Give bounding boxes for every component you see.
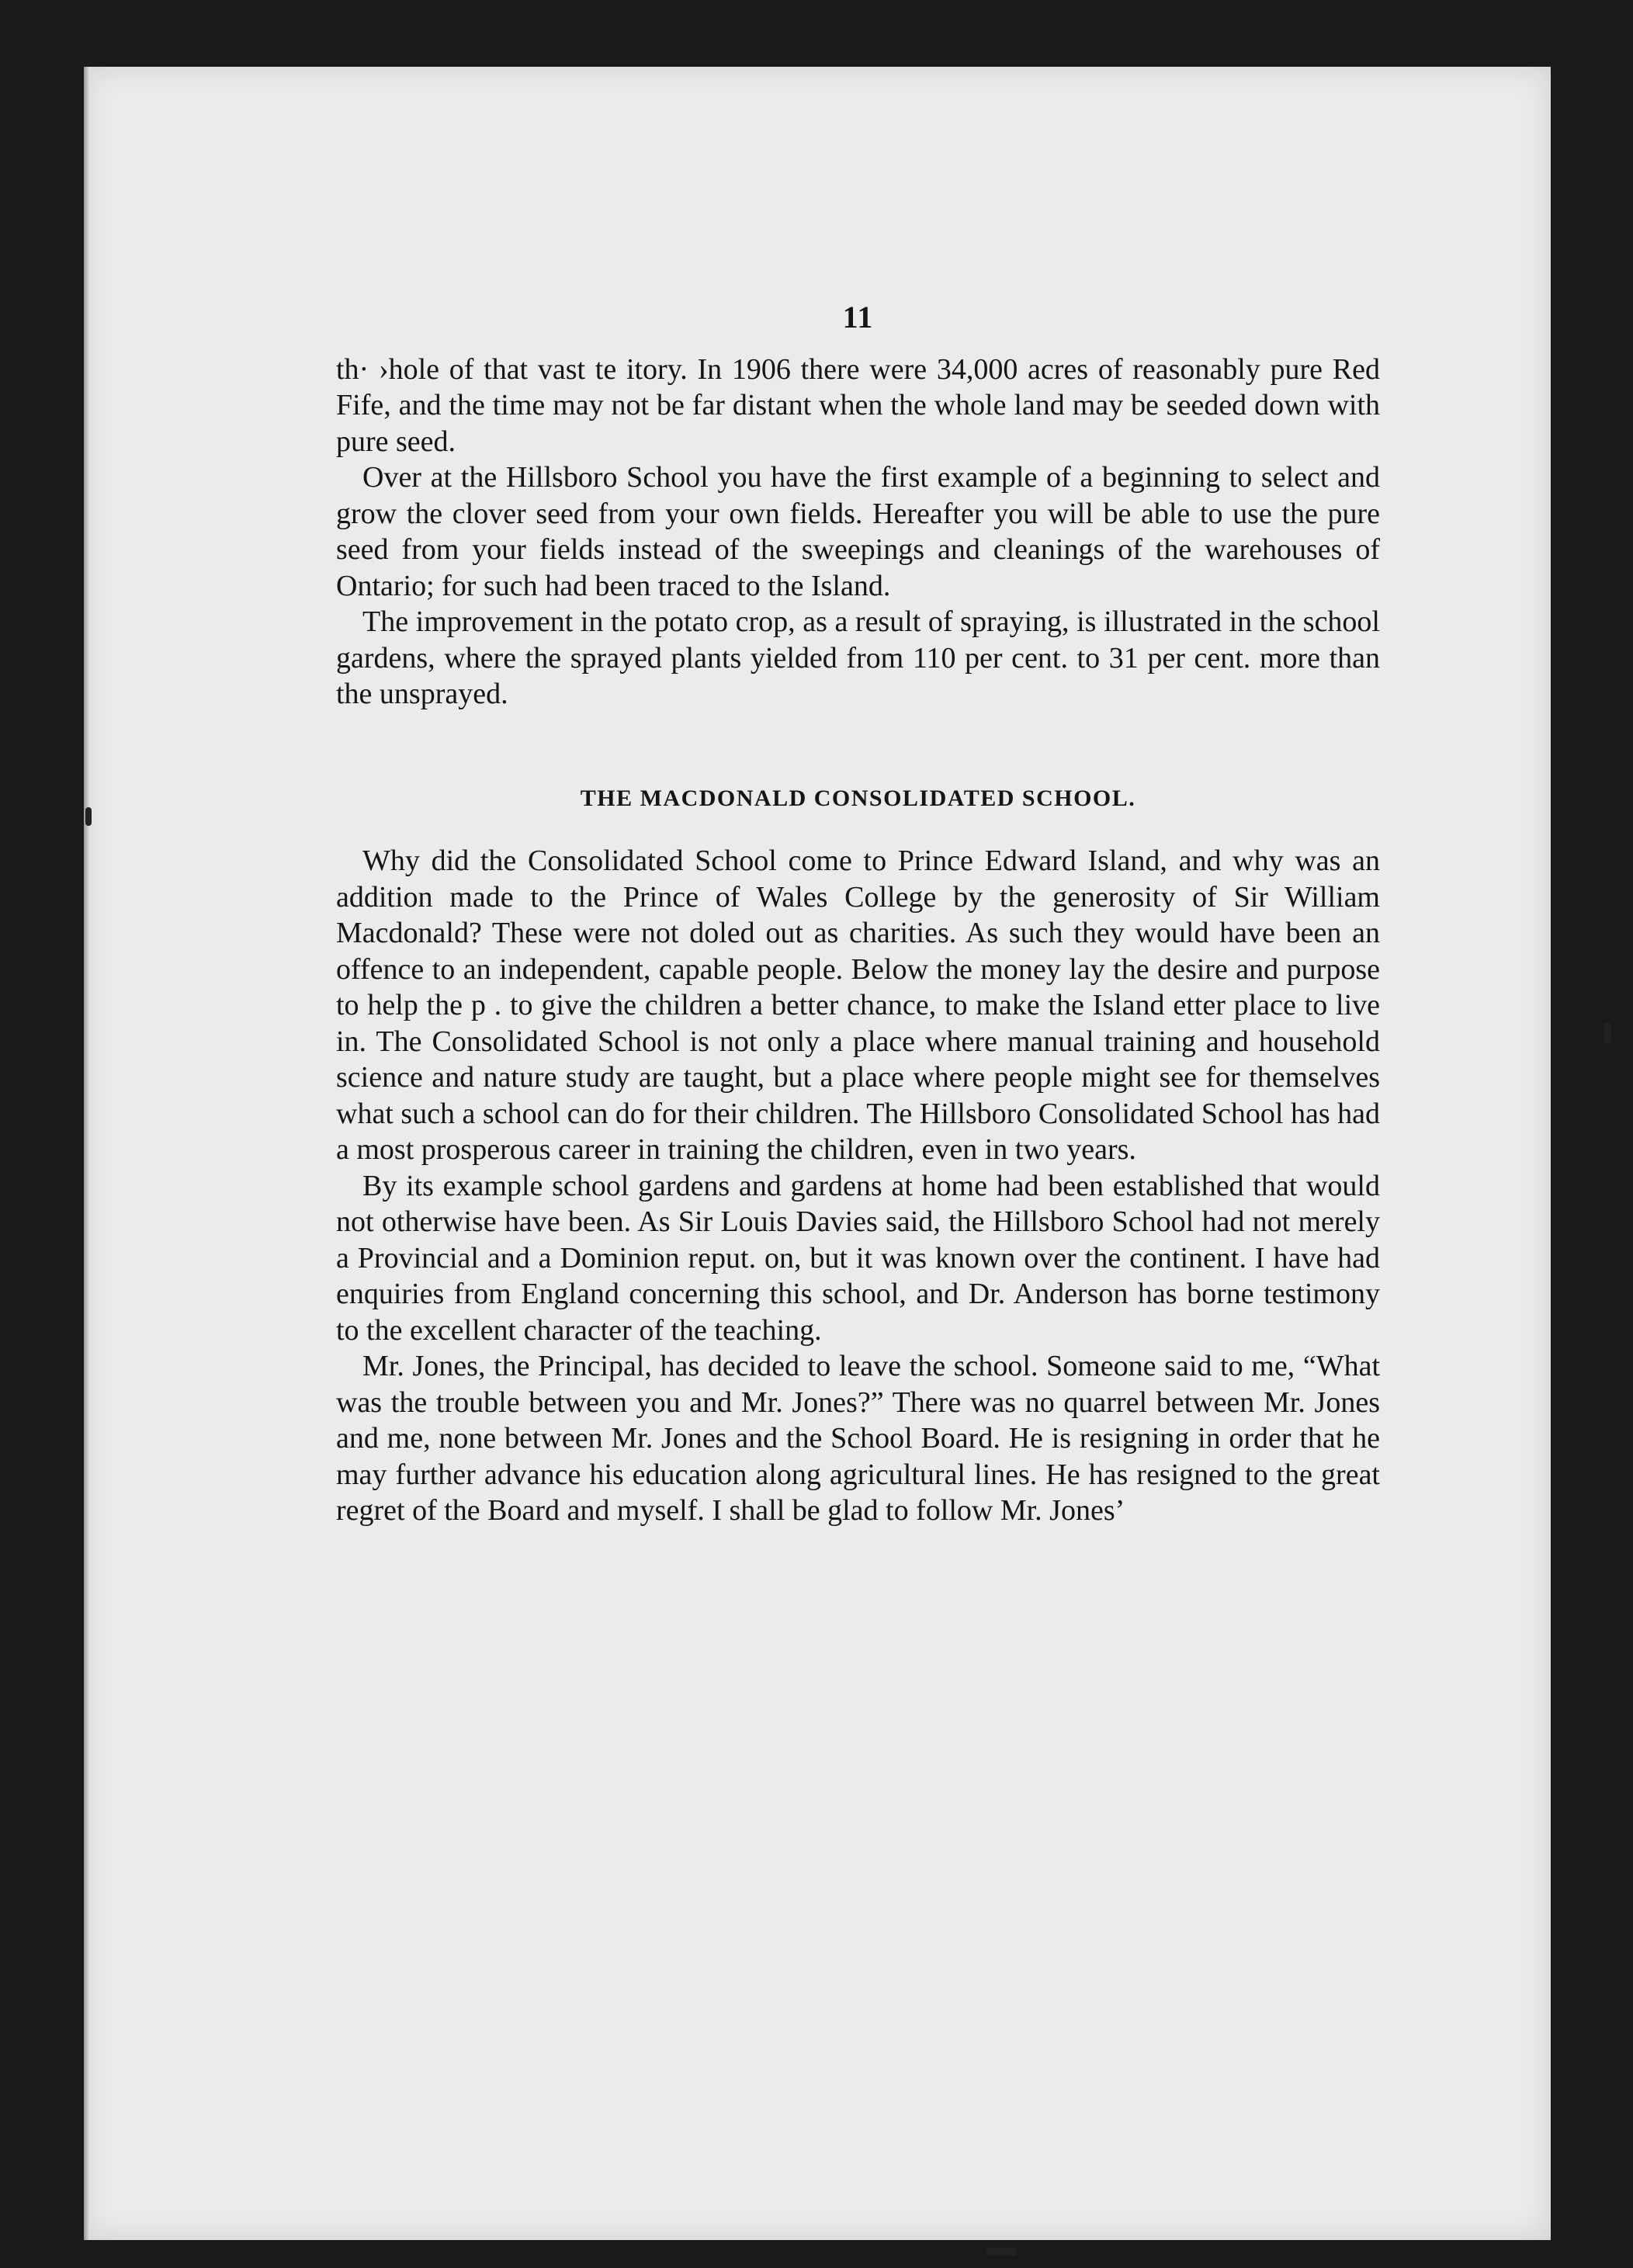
scan-artifact-right: [1604, 1023, 1611, 1043]
paragraph-2: Over at the Hillsboro School you have the first example of a beginning to select and grow the clover seed from your own fields. Hereafter you will be able to use the pure seed from your fields instead of the sweepings and cleanings of the warehouses of Ontario; for such had been traced to the Island.: [336, 461, 1380, 602]
section-heading: THE MACDONALD CONSOLIDATED SCHOOL.: [580, 785, 1136, 811]
scan-artifact-left: [85, 807, 92, 826]
scan-artifact-bottom: [986, 2248, 1017, 2256]
paragraph-4: Why did the Consolidated School come to Prince Edward Island, and why was an addition made to the Prince of Wales College by the generosity of Sir William Macdonald? These were not doled out as charities. As such they would have been an offence to an independent, capable people. Below the money lay the desire and purpose to help the p . to give the children a better chance, to make the Island etter place to live in. The Consolidated School is not only a place where manual training and household science and nature study are taught, but a place where people might see for themselves what such a school can do for their children. The Hillsboro Consolidated School has had a most prosperous career in training the children, even in two years.: [336, 844, 1380, 1166]
page-content: [336, 300, 1380, 1529]
paragraph-1: th· ›hole of that vast te itory. In 1906 there were 34,000 acres of reasonably pure Red Fife, and the time may not be far distant when the whole land may be seeded down with pure seed.: [336, 352, 1380, 458]
page-left-edge: [84, 67, 90, 2240]
paragraph-3: The improvement in the potato crop, as a result of spraying, is illustrated in the school gardens, where the sprayed plants yielded from 110 per cent. to 31 per cent. more than the unsprayed.: [336, 605, 1380, 710]
scanned-page: [84, 67, 1551, 2240]
paragraph-6: Mr. Jones, the Principal, has decided to leave the school. Someone said to me, “What was the trouble between you and Mr. Jones?” There was no quarrel between Mr. Jones and me, none between Mr. Jones and the School Board. He is resigning in order that he may further advance his education along agricultural lines. He has resigned to the great regret of the Board and myself. I shall be glad to follow Mr. Jones’: [336, 1350, 1380, 1527]
paragraph-5: By its example school gardens and gardens at home had been established that would not otherwise have been. As Sir Louis Davies said, the Hillsboro School had not merely a Provincial and a Dominion reput. on, but it was known over the continent. I have had enquiries from England concerning this school, and Dr. Anderson has borne testimony to the excellent character of the teaching.: [336, 1169, 1380, 1347]
page-number: 11: [842, 300, 874, 335]
